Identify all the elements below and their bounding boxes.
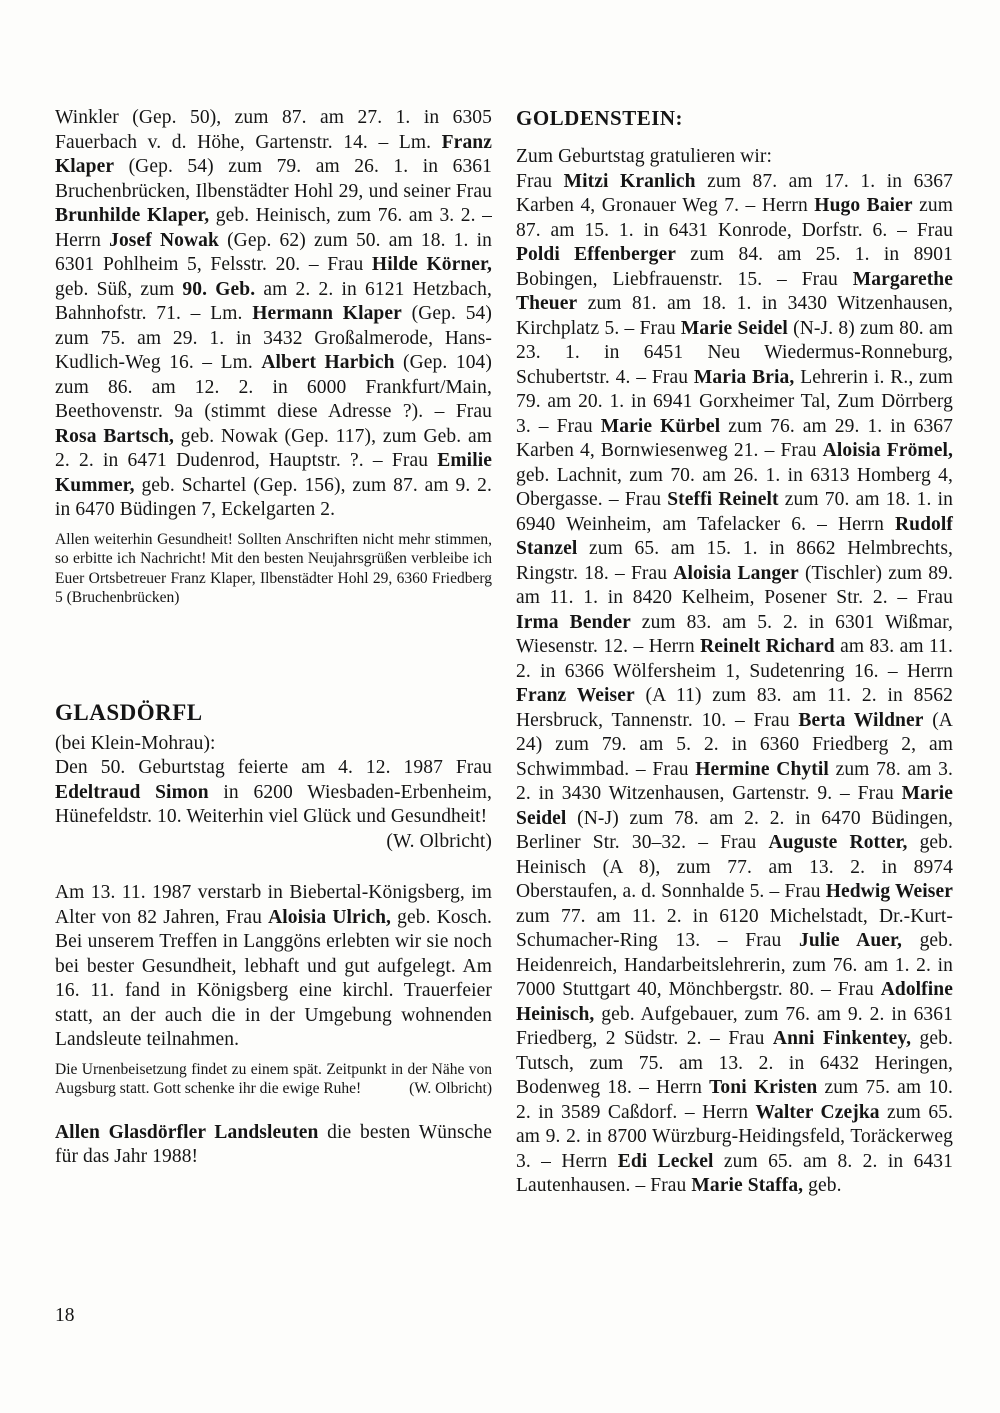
bold-text-run: Franz Klaper <box>55 131 492 177</box>
bold-text-run: Walter Czejka <box>755 1101 880 1123</box>
text-run: geb. Heidenreich, Handarbeitslehrerin, zum 76. am 1. 2. in 7000 Stuttgart 40, Mönchbergstr. 80. – Frau <box>516 930 954 1000</box>
text-run: geb. <box>803 1175 842 1196</box>
bold-text-run: Anni Finkentey, <box>772 1028 912 1049</box>
bold-text-run: Hermine Chytil <box>695 758 829 780</box>
text-run: geb. Heinisch (A 8), zum 77. am 13. 2. in 8974 Oberstaufen, a. d. Sonnhalde 5. – Frau <box>516 832 953 902</box>
glasdorfl-closing-paragraph <box>55 1121 492 1170</box>
bold-text-run: Margarethe Theuer <box>516 268 953 314</box>
bold-text-run: Toni Kristen <box>709 1077 818 1098</box>
text-run: (Gep. 104) zum 86. am 12. 2. in 6000 Frankfurt/Main, Beethovenstr. 9a (stimmt diese Adresse ?). – Frau <box>55 352 492 422</box>
text-run: Lehrerin i. R., zum 79. am 20. 1. in 6941 Gorxheimer Tal, Zum Dörrberg 3. – Frau <box>516 366 953 437</box>
bold-text-run: Marie Kürbel <box>600 415 721 437</box>
text-run: Frau <box>516 170 564 192</box>
glasdorfl-section-heading: GLASDÖRFL <box>55 699 203 725</box>
bold-text-run: Adolfine Heinisch, <box>516 979 953 1025</box>
text-run: (N-J. 8) zum 80. am 23. 1. in 6451 Neu Wiedermus-Ronneburg, Schubertstr. 4. – Frau <box>516 317 954 388</box>
text-run: zum 84. am 25. 1. in 8901 Bobingen, Liebfrauenstr. 15. – Frau <box>516 244 953 290</box>
bold-text-run: Edi Leckel <box>617 1150 714 1172</box>
text-run: geb. Schartel (Gep. 156), zum 87. am 9. 2. in 6470 Büdingen 7, Eckelgarten 2. <box>55 474 492 520</box>
text-run: zum 81. am 18. 1. in 3430 Witzenhausen, Kirchplatz 5. – Frau <box>516 293 953 339</box>
text-run: zum 83. am 5. 2. in 6301 Wißmar, Wiesenstr. 12. – Herrn <box>516 611 954 657</box>
text-run: zum 65. am 9. 2. in 8700 Würzburg-Heidingsfeld, Toräckerweg 3. – Herrn <box>516 1101 954 1172</box>
goldenstein-birthday-paragraph <box>516 170 953 1199</box>
bold-text-run: Marie Staffa, <box>691 1175 804 1196</box>
bold-text-run: Hugo Baier <box>814 195 913 216</box>
bold-text-run: Rudolf Stanzel <box>516 513 953 559</box>
text-run: (N-J) zum 78. am 2. 2. in 6470 Büdingen, Berliner Str. 30–32. – Frau <box>516 807 953 853</box>
bold-text-run: Hilde Körner, <box>371 254 492 275</box>
bold-text-run: Aloisia Langer <box>673 562 799 584</box>
text-run: geb. Aufgebauer, zum 76. am 9. 2. in 6361 Friedberg, 2 Südstr. 2. – Frau <box>516 1003 953 1049</box>
glasdorfl-subtitle: (bei Klein-Mohrau): <box>55 732 216 754</box>
bold-text-run: Albert Harbich <box>261 352 395 373</box>
text-run: Am 13. 11. 1987 verstarb in Biebertal-Königsberg, im Alter von 82 Jahren, Frau <box>55 882 492 928</box>
page-number: 18 <box>55 1305 75 1326</box>
text-run: geb. Tutsch, zum 75. am 13. 2. in 6432 Heringen, Bodenweg 18. – Herrn <box>516 1028 953 1098</box>
text-run: (Tischler) zum 89. am 11. 1. in 8420 Kelheim, Posener Str. 2. – Frau <box>516 562 953 608</box>
bold-text-run: Marie Seidel <box>516 783 953 829</box>
bold-text-run: Poldi Effenberger <box>516 244 676 265</box>
bold-text-run: Julie Auer, <box>799 930 902 951</box>
text-run: geb. Nowak (Gep. 117), zum Geb. am 2. 2. in 6471 Dudenrod, Hauptstr. ?. – Frau <box>55 425 493 471</box>
text-run: zum 78. am 3. 2. in 3430 Witzenhausen, Gartenstr. 9. – Frau <box>516 758 954 804</box>
text-run: (Gep. 62) zum 50. am 18. 1. in 6301 Pohlheim 5, Felsstr. 20. – Frau <box>55 229 492 275</box>
bold-text-run: Berta Wildner <box>798 709 924 731</box>
text-run: die besten Wünsche für das Jahr 1988! <box>55 1121 492 1167</box>
bold-text-run: Emilie Kummer, <box>55 450 492 496</box>
bold-text-run: Mitzi Kranlich <box>563 170 696 192</box>
text-run: zum 65. am 15. 1. in 8662 Helmbrechts, Ringstr. 18. – Frau <box>516 538 953 584</box>
glasdorfl-obituary-paragraph <box>55 881 492 1053</box>
text-run: am 2. 2. in 6121 Hetzbach, Bahnhofstr. 71. – Lm. <box>55 278 492 324</box>
text-run: zum 77. am 11. 2. in 6120 Michelstadt, Dr.-Kurt-Schumacher-Ring 13. – Frau <box>516 905 953 951</box>
bold-text-run: Allen Glasdörfler Landsleuten <box>55 1121 319 1143</box>
text-run: zum 65. am 8. 2. in 6431 Lautenhausen. – Frau <box>516 1150 953 1196</box>
text-run: geb. Kosch. Bei unserem Treffen in Langgöns erlebten wir sie noch bei bester Gesundheit, lebhaft und gut aufgelegt. Am 16. 11. fand in Königsberg eine kirchl. Trauerfeier statt, an der auch die in der Umgebung wohnenden Landsleute teilnahmen. <box>55 906 492 1050</box>
text-run: geb. Lachnit, zum 70. am 26. 1. in 6313 Homberg 4, Obergasse. – Frau <box>516 464 953 510</box>
text-run: zum 87. am 15. 1. in 6431 Konrode, Dorfstr. 6. – Frau <box>516 195 953 241</box>
bold-text-run: Edeltraud Simon <box>55 781 209 803</box>
bold-text-run: 90. Geb. <box>182 278 256 300</box>
ortsbetreuer-note-paragraph: Allen weiterhin Gesundheit! Sollten Anschriften nicht mehr stimmen, so erbitte ich Nachricht! Mit den besten Neujahrsgrüßen verbleibe ich Euer Ortsbetreuer Franz Klaper, Ilbenstädter Hohl 29, 6360 Friedberg 5 (Bruchenbrücken) <box>55 530 492 606</box>
urnenbeisetzung-note-paragraph: Die Urnenbeisetzung findet zu einem spät. Zeitpunkt in der Nähe von Augsburg statt. Gott schenke ihr die ewige Ruhe! <box>55 1060 492 1097</box>
text-run: (Gep. 54) zum 75. am 29. 1. in 3432 Großalmerode, Hans-Kudlich-Weg 16. – Lm. <box>55 303 492 373</box>
bold-text-run: Steffi Reinelt <box>667 489 779 510</box>
left-column <box>55 106 492 1170</box>
text-run: (Gep. 54) zum 79. am 26. 1. in 6361 Bruchenbrücken, Ilbenstädter Hohl 29, und seiner Frau <box>55 156 492 202</box>
text-run: (A 11) zum 83. am 11. 2. in 8562 Hersbruck, Tannenstr. 10. – Frau <box>516 685 953 731</box>
bold-text-run: Franz Weiser <box>516 685 635 706</box>
goldenstein-intro-line: Zum Geburtstag gratulieren wir: <box>516 146 772 167</box>
signature-olbricht-1: (W. Olbricht) <box>386 830 492 852</box>
text-run: (A 24) zum 79. am 5. 2. in 6360 Friedberg 2, am Schwimmbad. – Frau <box>516 709 953 780</box>
bold-text-run: Hermann Klaper <box>252 303 402 324</box>
bold-text-run: Auguste Rotter, <box>768 832 908 853</box>
bold-text-run: Hedwig Weiser <box>825 881 953 902</box>
bold-text-run: Rosa Bartsch, <box>55 425 175 447</box>
right-column <box>516 106 953 1199</box>
text-run: geb. Süß, zum <box>55 278 183 300</box>
text-run: Den 50. Geburtstag feierte am 4. 12. 1987 Frau <box>55 757 492 778</box>
bold-text-run: Aloisia Frömel, <box>822 440 954 461</box>
text-run: zum 75. am 10. 2. in 3589 Caßdorf. – Herrn <box>516 1077 953 1123</box>
goldenstein-section-heading: GOLDENSTEIN: <box>516 106 684 130</box>
bold-text-run: Marie Seidel <box>680 317 788 339</box>
text-run: in 6200 Wiesbaden-Erbenheim, Hünefeldstr. 10. Weiterhin viel Glück und Gesundheit! <box>55 781 492 827</box>
bold-text-run: Brunhilde Klaper, <box>55 205 210 226</box>
text-run: zum 70. am 18. 1. in 6940 Weinheim, am Tafelacker 6. – Herrn <box>516 489 953 535</box>
bold-text-run: Maria Bria, <box>693 366 795 388</box>
signature-olbricht-2: (W. Olbricht) <box>409 1080 492 1097</box>
bold-text-run: Josef Nowak <box>109 229 219 251</box>
birthday-continuation-paragraph <box>55 106 492 523</box>
bold-text-run: Reinelt Richard <box>700 636 835 657</box>
bold-text-run: Irma Bender <box>516 611 631 633</box>
text-run: zum 76. am 29. 1. in 6367 Karben 4, Bornwiesenweg 21. – Frau <box>516 415 953 461</box>
text-run: zum 87. am 17. 1. in 6367 Karben 4, Gronauer Weg 7. – Herrn <box>516 170 953 216</box>
glasdorfl-birthday-paragraph <box>55 756 492 830</box>
text-run: am 83. am 11. 2. in 6366 Wölfersheim 1, Sudetenring 16. – Herrn <box>516 636 953 682</box>
text-run: geb. Heinisch, zum 76. am 3. 2. – Herrn <box>55 205 492 251</box>
bold-text-run: Aloisia Ulrich, <box>268 906 391 928</box>
text-run: Winkler (Gep. 50), zum 87. am 27. 1. in 6305 Fauerbach v. d. Höhe, Gartenstr. 14. – Lm. <box>55 107 492 153</box>
